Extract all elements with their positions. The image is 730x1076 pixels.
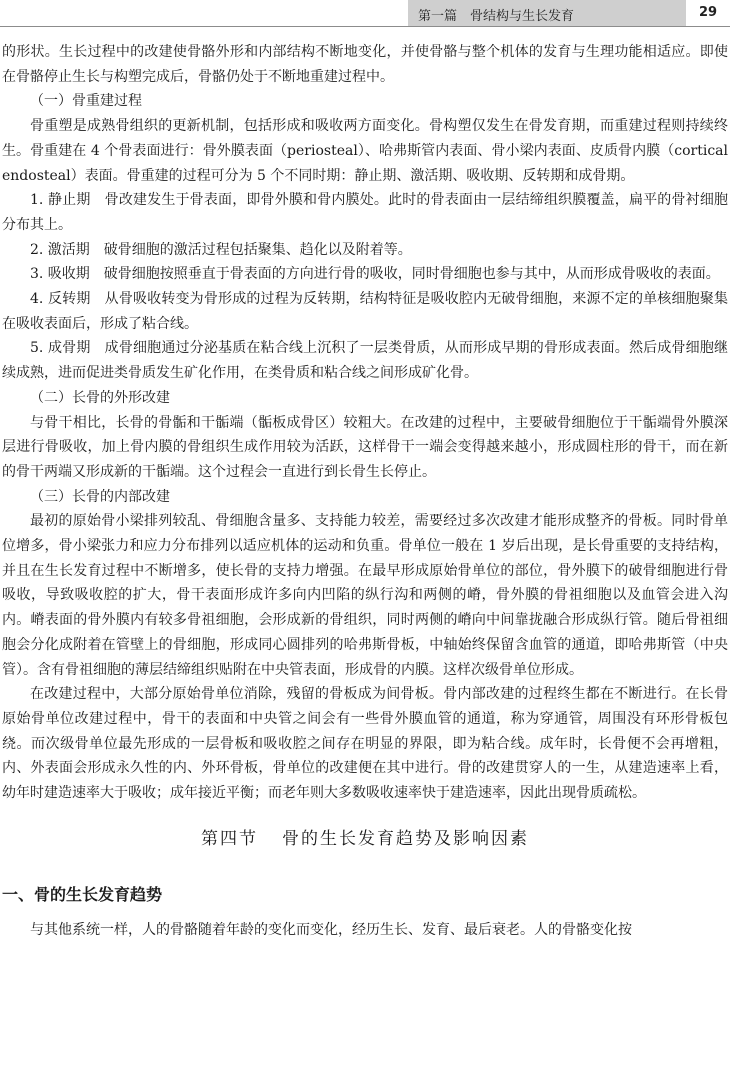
- page-body: [2, 40, 728, 943]
- subsection-title: 一、骨的生长发育趋势: [2, 884, 163, 904]
- paragraph: 与其他系统一样，人的骨骼随着年龄的变化而变化，经历生长、发育、最后衰老。人的骨骼变化按: [30, 921, 632, 938]
- running-header: [0, 0, 730, 27]
- paragraph: 骨重塑是成熟骨组织的更新机制，包括形成和吸收两方面变化。骨构塑仅发生在骨发育期，而重建过程则持续终生。骨重建在 4 个骨表面进行：骨外膜表面（periosteal）、哈弗斯管内表面、骨小梁内表面、皮质骨内膜（cortical endosteal）表面。骨重建的过程可分为 5 个不同时期：静止期、激活期、吸收期、反转期和成骨期。: [2, 118, 728, 184]
- page-number: 29: [686, 0, 730, 26]
- paragraph: 与骨干相比，长骨的骨骺和干骺端（骺板成骨区）较粗大。在改建的过程中，主要破骨细胞位于干骺端骨外膜深层进行骨吸收，加上骨内膜的骨组织生成作用较为活跃，这样骨干一端会变得越来越小，形成圆柱形的骨干，而在新的骨干两端又形成新的干骺端。这个过程会一直进行到长骨生长停止。: [2, 414, 728, 480]
- paragraph: 的形状。生长过程中的改建使骨骼外形和内部结构不断地变化，并使骨骼与整个机体的发育与生理功能相适应。即使在骨骼停止生长与构塑完成后，骨骼仍处于不断地重建过程中。: [2, 44, 728, 85]
- header-band: [408, 0, 730, 26]
- section-heading: 骨的生长发育趋势及影响因素: [282, 828, 529, 849]
- paragraph: 在改建过程中，大部分原始骨单位消除，残留的骨板成为间骨板。骨内部改建的过程终生都在不断进行。在长骨原始骨单位改建过程中，骨干的表面和中央管之间会有一些骨外膜血管的通道，称为穿通管，周围没有环形骨板包绕。而次级骨单位最先形成的一层骨板和吸收腔之间存在明显的界限，即为粘合线。成年时，长骨便不会再增粗，内、外表面会形成永久性的内、外环骨板，骨单位的改建便在其中进行。骨的改建贯穿人的一生，从建造速率上看，幼年时建造速率大于吸收；成年接近平衡；而老年则大多数吸收速率快于建造速率，因此出现骨质疏松。: [2, 686, 728, 802]
- subheading: （一）骨重建过程: [30, 93, 142, 110]
- list-item: 1. 静止期 骨改建发生于骨表面，即骨外膜和骨内膜处。此时的骨表面由一层结缔组织膜覆盖，扁平的骨衬细胞分布其上。: [2, 192, 728, 233]
- chapter-title: 第一篇 骨结构与生长发育: [418, 9, 575, 24]
- section-title: [2, 826, 728, 852]
- section-number: 第四节: [201, 828, 258, 849]
- list-item: 3. 吸收期 破骨细胞按照垂直于骨表面的方向进行骨的吸收，同时骨细胞也参与其中，从而形成骨吸收的表面。: [30, 266, 720, 283]
- paragraph: 最初的原始骨小梁排列较乱、骨细胞含量多、支持能力较差，需要经过多次改建才能形成整齐的骨板。同时骨单位增多，骨小梁张力和应力分布排列以适应机体的运动和负重。骨单位一般在 1 岁后出现，是长骨重要的支持结构，并且在生长发育过程中不断增多，使长骨的支持力增强。在最早形成原始骨单位的部位，骨外膜下的破骨细胞进行骨吸收，导致吸收腔的扩大，骨干表面形成许多向内凹陷的纵行沟和两侧的嵴，骨外膜的骨祖细胞以及血管会进入沟内。嵴表面的骨外膜内有较多骨祖细胞，会形成新的骨组织，同时两侧的嵴向中间靠拢融合形成纵行管。随后骨祖细胞会分化成附着在管壁上的骨细胞，形成同心圆排列的哈弗斯骨板，中轴始终保留含血管的通道，即哈弗斯管（中央管）。含有骨祖细胞的薄层结缔组织贴附在中央管表面，形成骨的内膜。这样次级骨单位形成。: [2, 513, 728, 678]
- subheading: （三）长骨的内部改建: [30, 488, 170, 505]
- list-item: 5. 成骨期 成骨细胞通过分泌基质在粘合线上沉积了一层类骨质，从而形成早期的骨形成表面。然后成骨细胞继续成熟，进而促进类骨质发生矿化作用，在类骨质和粘合线之间形成矿化骨。: [2, 340, 728, 382]
- subheading: （二）长骨的外形改建: [30, 389, 170, 406]
- list-item: 2. 激活期 破骨细胞的激活过程包括聚集、趋化以及附着等。: [30, 241, 412, 258]
- list-item: 4. 反转期 从骨吸收转变为骨形成的过程为反转期，结构特征是吸收腔内无破骨细胞，来源不定的单核细胞聚集在吸收表面后，形成了粘合线。: [2, 291, 728, 332]
